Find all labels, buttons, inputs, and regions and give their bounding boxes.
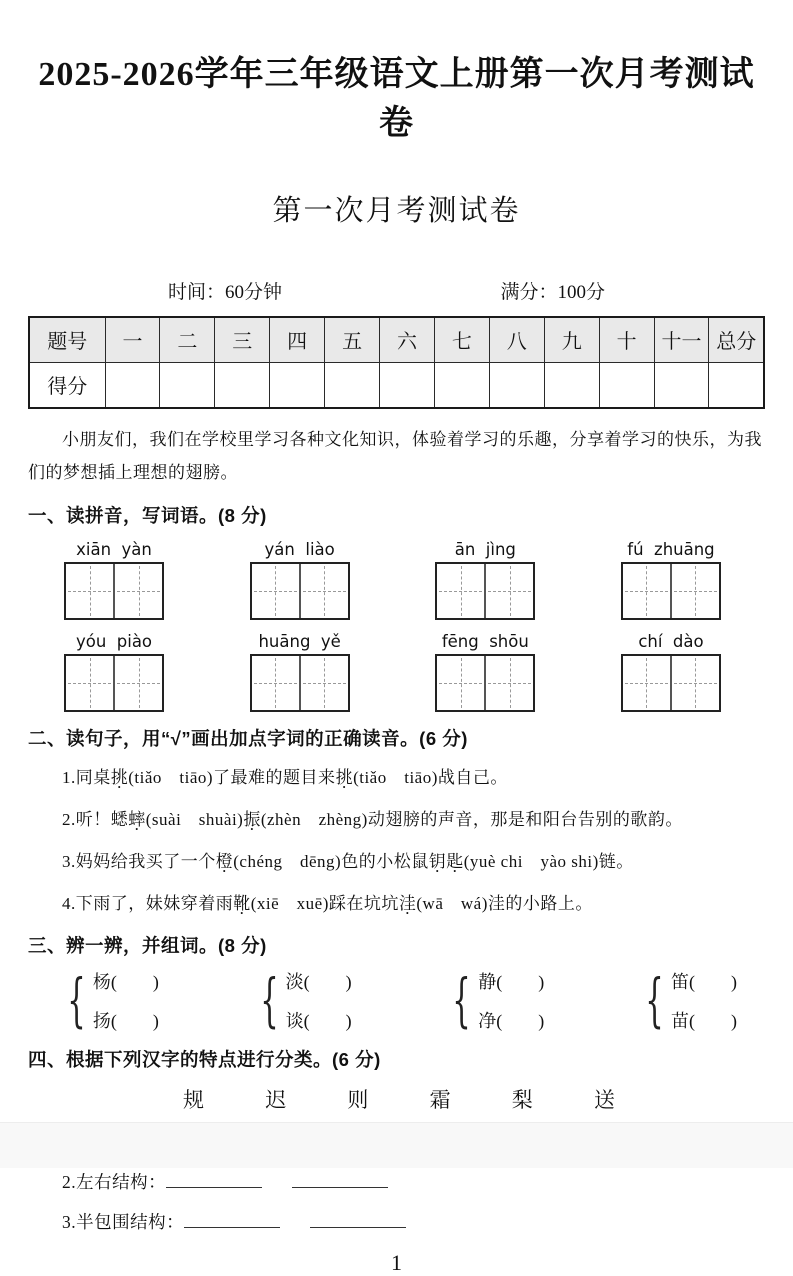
- emphasized-character: 振: [243, 810, 261, 830]
- writing-cell: [66, 564, 113, 618]
- emphasized-character: 挑: [335, 768, 354, 788]
- character: 迟: [265, 1087, 287, 1112]
- writing-grid: [621, 562, 721, 620]
- score-cell: [215, 362, 270, 408]
- character: 则: [347, 1087, 369, 1112]
- sentence-2: 2.听！蟋蟀(suài shuài)振(zhèn zhèng)动翅膀的声音，那是和阳台告别的歌韵。: [62, 810, 683, 830]
- brace-glyph: {: [452, 966, 472, 1035]
- header-cell-5: 五: [325, 317, 380, 362]
- character: 送: [593, 1087, 615, 1112]
- word-pairs: [28, 968, 765, 1033]
- pair-group: [636, 968, 737, 1033]
- pinyin-group: [248, 632, 352, 712]
- pair-top: 笛( ): [670, 971, 737, 992]
- pinyin-group: [619, 540, 723, 620]
- character: 霜: [429, 1087, 451, 1112]
- pair-top: 杨( ): [92, 971, 159, 992]
- question-4-heading: 四、根据下列汉字的特点进行分类。(6 分): [28, 1048, 381, 1070]
- pinyin-label: fēng shōu: [441, 632, 529, 652]
- header-cell-question-no: 题号: [29, 317, 105, 362]
- classification-label: 3.半包围结构：: [62, 1211, 185, 1232]
- header-cell-6: 六: [380, 317, 435, 362]
- pinyin-label: fú zhuāng: [627, 540, 715, 560]
- paper-title: 2025-2026学年三年级语文上册第一次月考测试卷: [38, 56, 755, 142]
- pinyin-row-1: [28, 540, 765, 620]
- score-cell: [599, 362, 654, 408]
- sentence-3: 3.妈妈给我买了一个橙(chéng dēng)色的小松鼠钥匙(yuè chi yào shi)链。: [62, 852, 634, 872]
- pinyin-group: [62, 632, 166, 712]
- pinyin-group: [433, 632, 537, 712]
- score-cell: [270, 362, 325, 408]
- writing-cell: [437, 656, 484, 710]
- pinyin-label: yóu piào: [75, 632, 153, 652]
- time-limit: 时间：60分钟: [168, 282, 283, 303]
- pinyin-label: xiān yàn: [76, 540, 152, 560]
- header-cell-8: 八: [489, 317, 544, 362]
- pair-bottom: 净( ): [478, 1010, 545, 1031]
- writing-cell: [252, 564, 299, 618]
- writing-grid: [621, 654, 721, 712]
- question-3-heading: 三、辨一辨，并组词。(8 分): [28, 934, 267, 956]
- pair-bottom: 苗( ): [670, 1010, 737, 1031]
- header-cell-9: 九: [544, 317, 599, 362]
- page-bottom-edge: [0, 1122, 793, 1168]
- writing-cell: [252, 656, 299, 710]
- score-cell: [434, 362, 489, 408]
- brace-glyph: {: [67, 966, 86, 1035]
- writing-cell: [299, 564, 348, 618]
- score-cell: [325, 362, 380, 408]
- writing-cell: [484, 564, 533, 618]
- writing-cell: [484, 656, 533, 710]
- writing-cell: [670, 656, 719, 710]
- brace-glyph: {: [645, 966, 664, 1035]
- writing-grid: [250, 654, 350, 712]
- score-cell: [544, 362, 599, 408]
- score-table-header-row: [29, 317, 764, 362]
- pinyin-group: [433, 540, 537, 620]
- writing-grid: [435, 654, 535, 712]
- intro-paragraph: 小朋友们，我们在学校里学习各种文化知识，体验着学习的乐趣，分享着学习的快乐，为我们的梦想插上理想的翅膀。: [28, 430, 762, 483]
- score-cell: [654, 362, 709, 408]
- writing-cell: [437, 564, 484, 618]
- writing-cell: [623, 564, 670, 618]
- header-cell-1: 一: [105, 317, 160, 362]
- question-2-heading: 二、读句子，用“√”画出加点字词的正确读音。(6 分): [28, 728, 468, 750]
- header-cell-7: 七: [434, 317, 489, 362]
- emphasized-character: 靴: [233, 893, 251, 913]
- character: 梨: [511, 1087, 533, 1112]
- pinyin-label: chí dào: [638, 632, 704, 652]
- sentence-4: 4.下雨了，妹妹穿着雨靴(xiē xuē)踩在坑坑洼(wā wá)洼的小路上。: [62, 893, 593, 913]
- pair-group: [251, 968, 352, 1033]
- writing-grid: [250, 562, 350, 620]
- header-cell-11: 十一: [654, 317, 709, 362]
- emphasized-character: 匙: [446, 852, 464, 872]
- answer-blank: [166, 1173, 262, 1188]
- emphasized-character: 洼: [398, 893, 417, 913]
- emphasized-character: 挑: [110, 768, 129, 788]
- answer-blank: [184, 1213, 280, 1228]
- character: 规: [183, 1087, 204, 1112]
- score-cell: [489, 362, 544, 408]
- pinyin-row-2: [28, 632, 765, 712]
- pinyin-group: [62, 540, 166, 620]
- question-1-heading: 一、读拼音，写词语。(8 分): [28, 505, 267, 527]
- paper-subtitle: 第一次月考测试卷: [272, 195, 521, 227]
- score-table: [28, 316, 765, 409]
- emphasized-character: 钥: [428, 852, 447, 872]
- answer-blank: [292, 1173, 388, 1188]
- emphasized-character: 橙: [215, 852, 234, 872]
- classification-label: 2.左右结构：: [62, 1171, 167, 1192]
- writing-grid: [64, 562, 164, 620]
- score-cell: [160, 362, 215, 408]
- writing-cell: [113, 564, 162, 618]
- writing-grid: [64, 654, 164, 712]
- pinyin-label: huāng yě: [258, 632, 341, 652]
- score-cell: [380, 362, 435, 408]
- header-cell-3: 三: [215, 317, 270, 362]
- pinyin-group: [619, 632, 723, 712]
- header-cell-10: 十: [599, 317, 654, 362]
- brace-glyph: {: [259, 966, 279, 1035]
- exam-paper: [0, 46, 793, 1276]
- score-row-label: 得分: [29, 362, 105, 408]
- page-number: 1: [391, 1249, 402, 1275]
- exam-meta: [28, 277, 765, 304]
- full-score: 满分：100分: [500, 282, 605, 303]
- writing-cell: [299, 656, 348, 710]
- writing-cell: [113, 656, 162, 710]
- writing-cell: [670, 564, 719, 618]
- pair-bottom: 谈( ): [285, 1010, 352, 1031]
- score-table-score-row: [29, 362, 764, 408]
- pair-top: 淡( ): [285, 971, 352, 992]
- pinyin-group: [248, 540, 352, 620]
- writing-cell: [623, 656, 670, 710]
- character-list: [28, 1084, 765, 1114]
- answer-blank: [310, 1213, 406, 1228]
- pair-top: 静( ): [478, 971, 545, 992]
- pinyin-label: yán liào: [264, 540, 335, 560]
- pinyin-label: ān jìng: [454, 540, 516, 560]
- header-cell-total: 总分: [709, 317, 764, 362]
- classification-item-2: [28, 1169, 765, 1194]
- pair-group: [443, 968, 544, 1033]
- score-cell: [105, 362, 160, 408]
- header-cell-2: 二: [160, 317, 215, 362]
- score-cell: [709, 362, 764, 408]
- sentence-1: 1.同桌挑(tiǎo tiāo)了最难的题目来挑(tiǎo tiāo)战自己。: [62, 768, 508, 788]
- writing-grid: [435, 562, 535, 620]
- emphasized-character: 蟀: [128, 810, 146, 830]
- header-cell-4: 四: [270, 317, 325, 362]
- pair-bottom: 扬( ): [92, 1010, 159, 1031]
- writing-cell: [66, 656, 113, 710]
- pair-group: [58, 968, 159, 1033]
- classification-item-3: [28, 1209, 765, 1234]
